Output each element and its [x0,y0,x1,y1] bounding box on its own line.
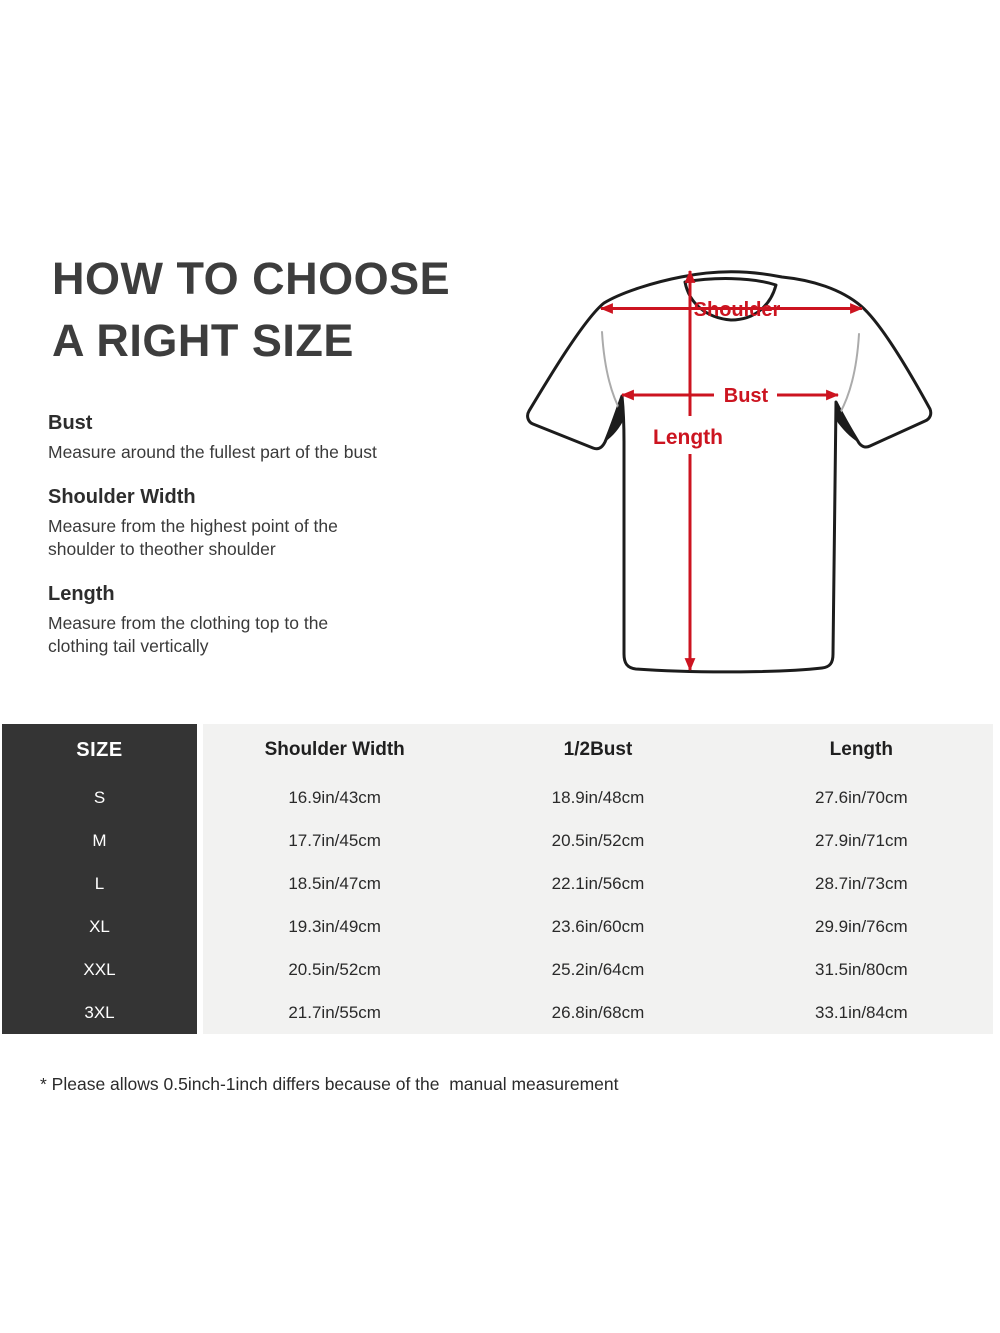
guide-desc-length-line1: Measure from the clothing top to the [48,612,329,633]
guide-section-bust [48,412,488,465]
page-title-line1: HOW TO CHOOSE [52,253,451,304]
tshirt-diagram-svg [500,240,980,700]
column-header-shoulder-width: Shoulder Width [264,739,405,760]
column-header-length: Length [829,739,893,760]
guide-desc-shoulder-line1: Measure from the highest point of the [48,515,338,536]
bust-arrow-label: Bust [723,385,769,407]
cell-l-shoulder: 18.5in/47cm [288,873,381,893]
guide-section-shoulder [48,486,488,562]
cell-s-length: 27.6in/70cm [815,787,908,807]
cell-s-half-bust: 18.9in/48cm [551,787,645,807]
cell-xl-length: 29.9in/76cm [815,916,908,936]
cell-3xl-half-bust: 26.8in/68cm [551,1002,645,1022]
guide-desc-shoulder-line2: shoulder to theother shoulder [48,539,276,559]
table-row-l [203,862,993,905]
page-title-line2: A RIGHT SIZE [52,315,354,366]
shoulder-arrow-label: Shoulder [693,299,781,321]
cell-m-length: 27.9in/71cm [815,830,908,850]
cell-3xl-length: 33.1in/84cm [815,1002,908,1022]
table-row-m [203,819,993,862]
table-row-s [203,776,993,819]
cell-xl-shoulder: 19.3in/49cm [288,916,381,936]
column-header-half-bust: 1/2Bust [563,739,633,760]
guide-desc-bust: Measure around the fullest part of the bust [48,442,377,462]
size-label-l: L [94,873,105,893]
page-title [52,248,450,372]
cell-l-half-bust: 22.1in/56cm [551,873,645,893]
size-label-s: S [93,787,106,807]
cell-xl-half-bust: 23.6in/60cm [551,916,645,936]
size-label-xl: XL [89,916,110,936]
size-column-header: SIZE [76,738,123,761]
size-table-header-row [203,724,993,776]
tshirt-measurement-diagram [500,240,980,700]
measurement-disclaimer: * Please allows 0.5inch-1inch differs because of the manual measurement [40,1074,619,1094]
guide-heading-shoulder: Shoulder Width [48,485,196,508]
guide-heading-length: Length [48,582,115,605]
cell-xxl-half-bust: 25.2in/64cm [551,959,645,979]
cell-m-half-bust: 20.5in/52cm [551,830,645,850]
cell-l-length: 28.7in/73cm [815,873,908,893]
size-label-xxl: XXL [83,959,116,979]
guide-heading-bust: Bust [48,412,93,434]
tshirt-outline [528,272,931,672]
table-row-3xl [203,991,993,1034]
cell-xxl-shoulder: 20.5in/52cm [288,959,381,979]
size-label-m: M [92,830,107,850]
table-row-xl [203,905,993,948]
guide-desc-length-line2: clothing tail vertically [48,636,209,656]
cell-3xl-shoulder: 21.7in/55cm [288,1002,381,1022]
cell-m-shoulder: 17.7in/45cm [288,830,381,850]
size-table-data-panel [203,724,993,1034]
cell-xxl-length: 31.5in/80cm [815,959,908,979]
guide-section-length [48,583,488,659]
table-row-xxl [203,948,993,991]
cell-s-shoulder: 16.9in/43cm [288,787,381,807]
length-arrow-label: Length [653,426,723,449]
measurement-guide [48,412,488,680]
size-table-size-column [2,724,197,1034]
size-label-3xl: 3XL [84,1002,115,1022]
